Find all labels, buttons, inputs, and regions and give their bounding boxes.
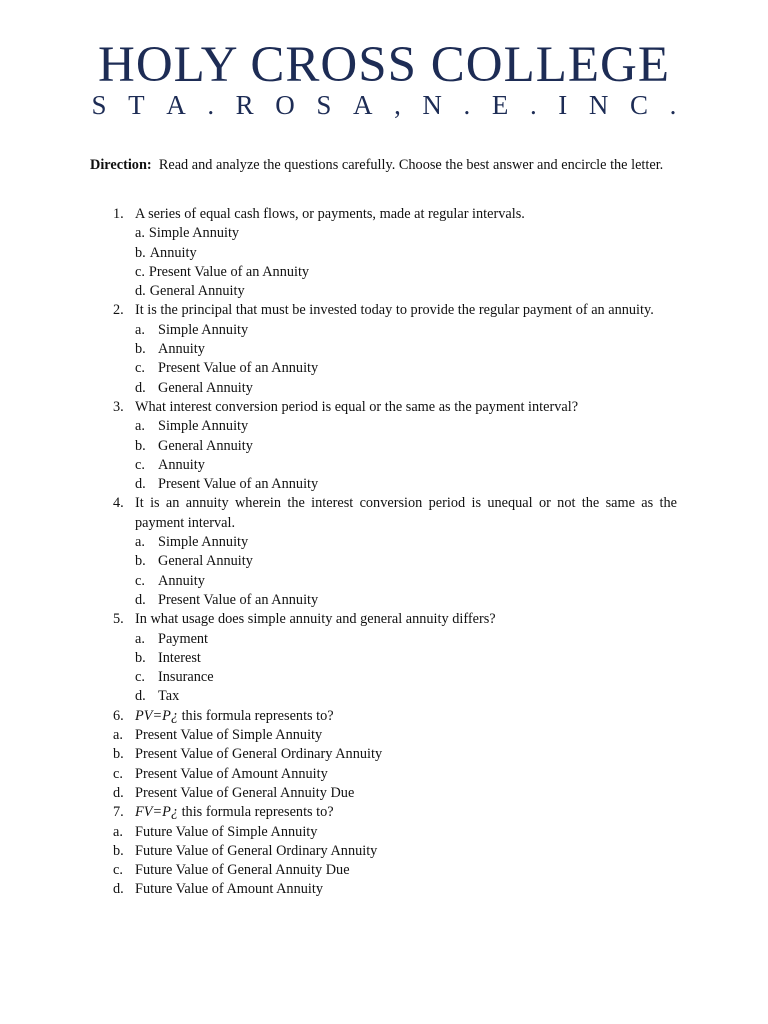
- school-header: [0, 38, 768, 118]
- option-letter: b.: [135, 437, 146, 454]
- question-item: [0, 610, 677, 629]
- location-char: .: [669, 90, 677, 120]
- question-number: 4.: [113, 495, 124, 512]
- option-text: Annuity: [149, 244, 197, 261]
- question-formula: FV=P: [135, 804, 171, 821]
- answer-option[interactable]: [0, 456, 768, 475]
- answer-option[interactable]: [0, 726, 768, 745]
- option-text: Insurance: [158, 669, 214, 686]
- option-letter: a.: [135, 534, 145, 551]
- option-text: Present Value of an Annuity: [148, 263, 310, 280]
- question-item: [0, 398, 677, 417]
- location-char: N: [588, 90, 609, 120]
- question-text-rest: this formula represents to?: [178, 804, 334, 821]
- location-char: S: [91, 90, 107, 120]
- option-text: Annuity: [158, 572, 205, 589]
- question-item: [0, 205, 677, 224]
- question-number: 3.: [113, 398, 124, 415]
- option-text: General Annuity: [158, 553, 253, 570]
- answer-option[interactable]: [0, 784, 768, 803]
- option-letter: d.: [135, 283, 146, 300]
- option-letter: d.: [135, 688, 146, 705]
- option-text: Simple Annuity: [158, 534, 249, 551]
- option-text: Present Value of General Ordinary Annuity: [135, 746, 383, 763]
- location-char: N: [422, 90, 442, 120]
- option-letter: b.: [135, 649, 146, 666]
- option-letter: c.: [113, 765, 123, 782]
- answer-option[interactable]: [0, 533, 768, 552]
- question-text-content: It is the principal that must be invested today to provide the regular payment of an annuity.: [135, 302, 654, 319]
- question-number: 6.: [113, 707, 124, 724]
- option-letter: d.: [135, 379, 146, 396]
- option-letter: a.: [113, 727, 123, 744]
- option-text: Present Value of an Annuity: [158, 360, 319, 377]
- option-text: Present Value of Amount Annuity: [135, 765, 328, 782]
- location-char: .: [463, 90, 471, 120]
- answer-option[interactable]: [0, 263, 768, 282]
- answer-option[interactable]: [0, 417, 768, 436]
- location-char: T: [128, 90, 145, 120]
- option-text: Future Value of General Annuity Due: [135, 862, 350, 879]
- option-letter: a.: [135, 418, 145, 435]
- question-text: [135, 803, 677, 822]
- option-text: Annuity: [158, 341, 205, 358]
- answer-option[interactable]: [0, 321, 768, 340]
- question-text-content: It is an annuity wherein the interest conversion period is unequal or not the same as the payment interval.: [135, 495, 677, 531]
- formula-missing-glyph: ¿: [170, 707, 179, 724]
- location-char: .: [207, 90, 215, 120]
- location-char: S: [316, 90, 332, 120]
- option-letter: b.: [113, 842, 124, 859]
- option-letter: c.: [135, 360, 145, 377]
- answer-option[interactable]: [0, 379, 768, 398]
- option-letter: d.: [135, 476, 146, 493]
- location-char: I: [558, 90, 568, 120]
- option-letter: c.: [113, 862, 123, 879]
- option-letter: c.: [135, 263, 145, 280]
- option-letter: a.: [135, 321, 145, 338]
- option-text: Simple Annuity: [148, 225, 240, 242]
- answer-option[interactable]: [0, 880, 768, 899]
- question-text: [135, 398, 677, 417]
- question-text: [135, 610, 677, 629]
- question-number: 7.: [113, 804, 124, 821]
- answer-option[interactable]: [0, 359, 768, 378]
- answer-option[interactable]: [0, 340, 768, 359]
- answer-option[interactable]: [0, 591, 768, 610]
- option-letter: a.: [113, 823, 123, 840]
- answer-option[interactable]: [0, 649, 768, 668]
- question-text: [135, 301, 677, 320]
- question-text-content: In what usage does simple annuity and general annuity differs?: [135, 611, 496, 628]
- answer-option[interactable]: [0, 572, 768, 591]
- answer-option[interactable]: [0, 687, 768, 706]
- location-char: O: [275, 90, 295, 120]
- option-letter: a.: [135, 225, 145, 242]
- answer-option[interactable]: [0, 823, 768, 842]
- answer-option[interactable]: [0, 224, 768, 243]
- location-char: .: [529, 90, 537, 120]
- option-text: General Annuity: [158, 379, 253, 396]
- location-char: A: [166, 90, 186, 120]
- option-letter: d.: [113, 784, 124, 801]
- answer-option[interactable]: [0, 630, 768, 649]
- option-text: General Annuity: [158, 437, 253, 454]
- option-text: Annuity: [158, 456, 205, 473]
- question-text: [135, 205, 677, 224]
- answer-option[interactable]: [0, 244, 768, 263]
- question-item: [0, 494, 677, 533]
- question-text-rest: this formula represents to?: [178, 707, 334, 724]
- location-char: ,: [394, 90, 401, 120]
- option-text: Payment: [158, 630, 209, 647]
- question-text-content: A series of equal cash flows, or payments, made at regular intervals.: [135, 206, 525, 222]
- question-number: 5.: [113, 611, 124, 628]
- question-item: [0, 803, 677, 822]
- option-letter: b.: [113, 746, 124, 763]
- question-list: [0, 205, 768, 900]
- question-text: [135, 707, 677, 726]
- answer-option[interactable]: [0, 437, 768, 456]
- location-char: E: [491, 90, 509, 120]
- option-letter: c.: [135, 456, 145, 473]
- answer-option[interactable]: [0, 552, 768, 571]
- option-text: Simple Annuity: [158, 418, 249, 435]
- answer-option[interactable]: [0, 842, 768, 861]
- question-text-content: What interest conversion period is equal or the same as the payment interval?: [135, 398, 579, 415]
- answer-option[interactable]: [0, 765, 768, 784]
- option-letter: c.: [135, 572, 145, 589]
- direction-block: [90, 156, 677, 175]
- option-text: Present Value of Simple Annuity: [135, 727, 323, 744]
- option-text: Present Value of an Annuity: [158, 591, 319, 608]
- option-letter: c.: [135, 669, 145, 686]
- answer-option[interactable]: [0, 861, 768, 880]
- option-text: Present Value of General Annuity Due: [135, 784, 355, 801]
- question-number: 1.: [113, 206, 124, 222]
- location-char: A: [352, 90, 373, 120]
- option-letter: d.: [135, 591, 146, 608]
- answer-option[interactable]: [0, 745, 768, 764]
- option-letter: a.: [135, 630, 145, 647]
- option-text: Interest: [158, 649, 201, 666]
- location-char: C: [629, 90, 648, 120]
- question-text: [135, 494, 677, 533]
- option-text: Tax: [158, 688, 180, 705]
- formula-missing-glyph: ¿: [170, 804, 179, 821]
- option-text: Simple Annuity: [158, 321, 249, 338]
- option-text: Present Value of an Annuity: [158, 476, 319, 493]
- answer-option[interactable]: [0, 282, 768, 301]
- location-char: R: [235, 90, 254, 120]
- question-item: [0, 707, 677, 726]
- option-text: Future Value of Simple Annuity: [135, 823, 318, 840]
- question-formula: PV=P: [135, 707, 171, 724]
- option-text: General Annuity: [149, 283, 245, 300]
- option-letter: b.: [135, 341, 146, 358]
- answer-option[interactable]: [0, 668, 768, 687]
- direction-text: Read and analyze the questions carefully. Choose the best answer and encircle the letter.: [158, 157, 664, 173]
- question-item: [0, 301, 677, 320]
- option-letter: b.: [135, 553, 146, 570]
- direction-label: Direction:: [90, 157, 152, 173]
- option-text: Future Value of General Ordinary Annuity: [135, 842, 378, 859]
- answer-option[interactable]: [0, 475, 768, 494]
- school-location: [92, 92, 677, 118]
- question-number: 2.: [113, 302, 124, 319]
- option-letter: b.: [135, 244, 146, 261]
- option-text: Future Value of Amount Annuity: [135, 881, 323, 898]
- option-letter: d.: [113, 881, 124, 898]
- school-name: HOLY CROSS COLLEGE: [97, 37, 671, 93]
